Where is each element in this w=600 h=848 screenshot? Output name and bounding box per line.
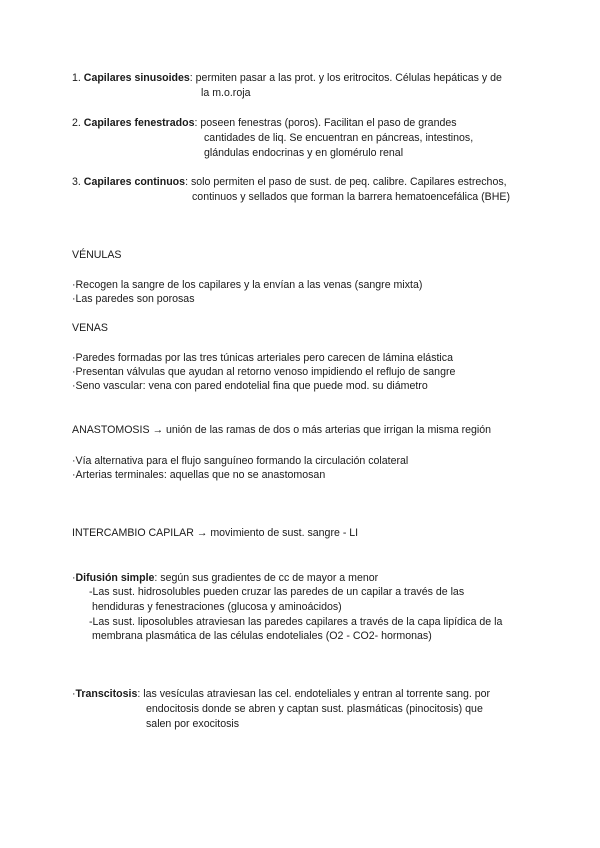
anastomosis-item-1: ·Vía alternativa para el flujo sanguíneo formando la circulación colateral (72, 455, 409, 467)
capilar-1-line1 (72, 71, 502, 85)
capilar-2-term: Capilares fenestrados (83, 117, 195, 129)
transcitosis-bullet: · (72, 688, 76, 700)
capilar-1-term: Capilares sinusoides (83, 72, 190, 84)
difusion-sub1-line1: -Las sust. hidrosolubles pueden cruzar las paredes de un capilar a través de las (89, 586, 465, 598)
difusion-sub1-line2: hendiduras y fenestraciones (glucosa y aminoácidos) (92, 601, 342, 613)
capilar-1-desc: : permiten pasar a las prot. y los eritrocitos. Células hepáticas y de (189, 72, 502, 84)
capilar-3-line1 (72, 175, 507, 189)
venulas-heading: VÉNULAS (72, 249, 122, 261)
transcitosis-line3: salen por exocitosis (146, 718, 240, 730)
capilar-3-num: 3. (72, 176, 81, 188)
transcitosis-line2: endocitosis donde se abren y captan sust. plasmáticas (pinocitosis) que (146, 703, 483, 715)
transcitosis-term: Transcitosis (75, 688, 138, 700)
capilar-1-line2: la m.o.roja (201, 87, 251, 99)
capilar-2-line3: glándulas endocrinas y en glomérulo renal (204, 147, 404, 159)
venas-item-1: ·Paredes formadas por las tres túnicas arteriales pero carecen de lámina elástica (72, 352, 453, 364)
difusion-line (72, 571, 378, 585)
transcitosis-desc: : las vesículas atraviesan las cel. endoteliales y entran al torrente sang. por (137, 688, 491, 700)
intercambio-heading: INTERCAMBIO CAPILAR → movimiento de sust. sangre - LI (72, 527, 359, 539)
venulas-item-1: ·Recogen la sangre de los capilares y la envían a las venas (sangre mixta) (72, 279, 423, 291)
difusion-bullet: · (72, 572, 76, 584)
venas-item-3: ·Seno vascular: vena con pared endotelial fina que puede mod. su diámetro (72, 380, 428, 392)
transcitosis-line1 (72, 687, 490, 701)
difusion-sub2-line2: membrana plasmática de las células endoteliales (O2 - CO2- hormonas) (92, 630, 432, 642)
capilar-1-num: 1. (72, 72, 81, 84)
difusion-desc: : según sus gradientes de cc de mayor a menor (154, 572, 379, 584)
capilar-2-line2: cantidades de liq. Se encuentran en páncreas, intestinos, (204, 132, 474, 144)
capilar-3-term: Capilares continuos (83, 176, 186, 188)
difusion-term: Difusión simple (75, 572, 155, 584)
anastomosis-heading: ANASTOMOSIS → unión de las ramas de dos o más arterias que irrigan la misma región (72, 424, 492, 436)
capilar-3-desc: : solo permiten el paso de sust. de peq. calibre. Capilares estrechos, (185, 176, 507, 188)
capilar-3-line2: continuos y sellados que forman la barrera hematoencefálica (BHE) (192, 191, 510, 203)
venas-item-2: ·Presentan válvulas que ayudan al retorno venoso impidiendo el reflujo de sangre (72, 366, 456, 378)
anastomosis-item-2: ·Arterias terminales: aquellas que no se anastomosan (72, 469, 326, 481)
difusion-sub2-line1: -Las sust. liposolubles atraviesan las paredes capilares a través de la capa lipídica de la (89, 616, 503, 628)
capilar-2-desc: : poseen fenestras (poros). Facilitan el paso de grandes (194, 117, 457, 129)
venas-heading: VENAS (72, 322, 108, 334)
venulas-item-2: ·Las paredes son porosas (72, 293, 195, 305)
capilar-2-line1 (72, 116, 457, 130)
capilar-2-num: 2. (72, 117, 81, 129)
